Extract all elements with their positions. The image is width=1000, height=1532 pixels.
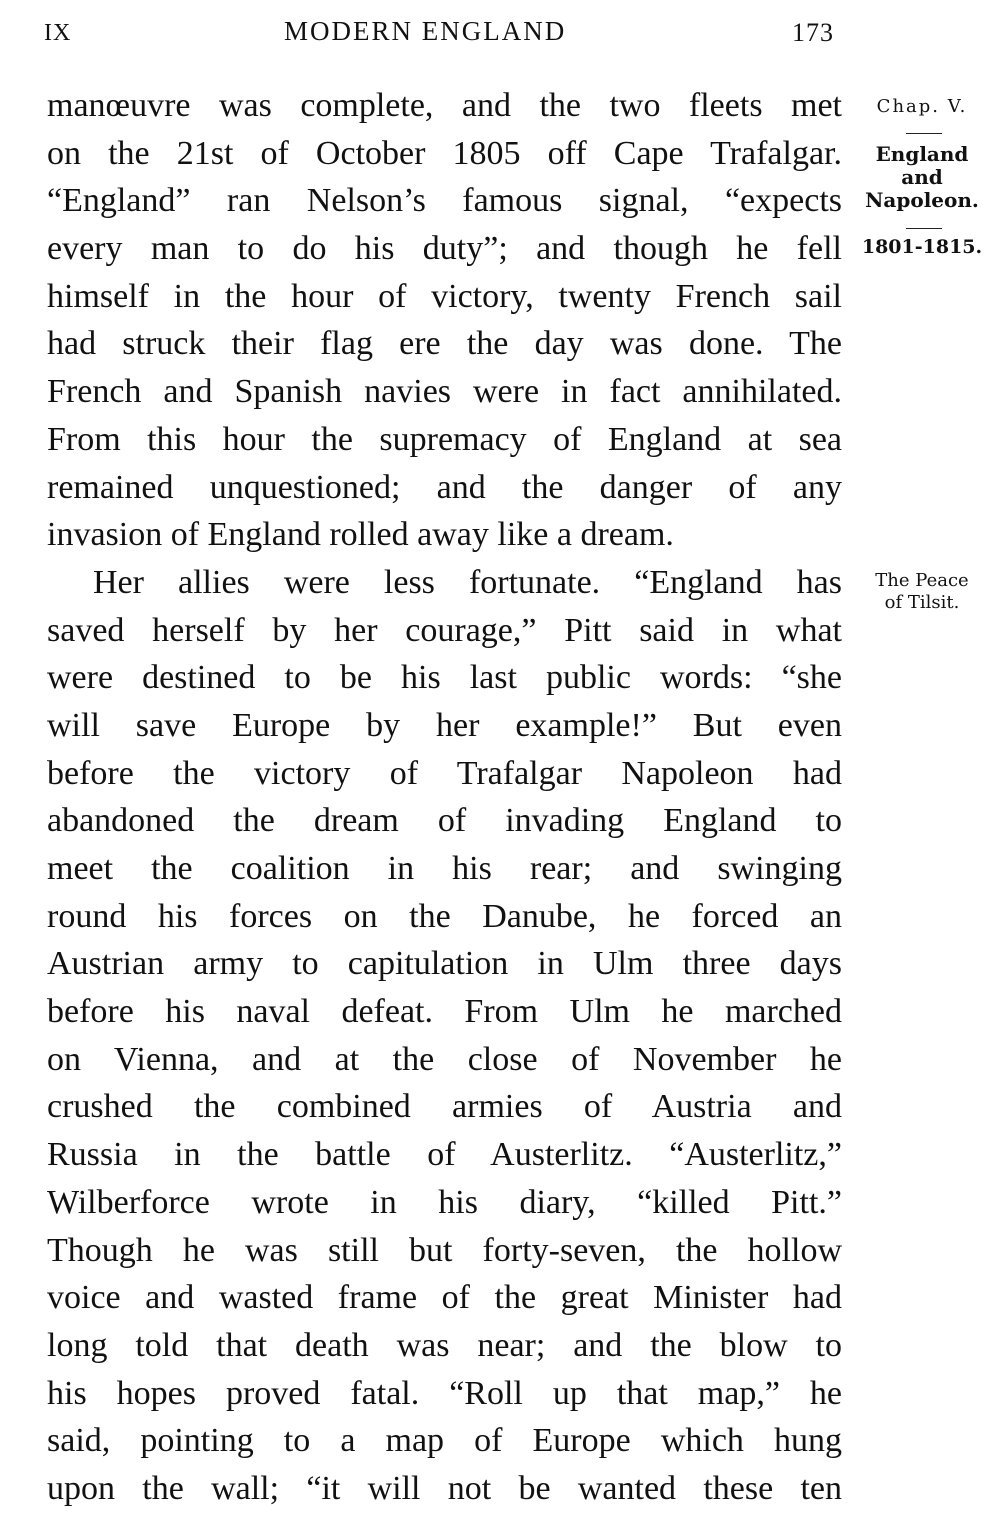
text-line: before the victory of Trafalgar Napoleon had (47, 754, 842, 792)
margin-rule (906, 228, 942, 229)
peace-note-line: of Tilsit. (884, 592, 960, 613)
margin-section-note (852, 143, 992, 212)
chapter-number: IX (44, 20, 72, 46)
text-line: Though he was still but forty-seven, the hollow (47, 1231, 842, 1269)
text-line: French and Spanish navies were in fact annihilated. (47, 373, 842, 411)
peace-note-line: The Peace (875, 570, 969, 591)
text-line: on the 21st of October 1805 off Cape Trafalgar. (47, 134, 842, 172)
text-line: Wilberforce wrote in his diary, “killed Pitt.” (47, 1183, 842, 1221)
text-line: upon the wall; “it will not be wanted these ten (47, 1469, 842, 1507)
text-line: Russia in the battle of Austerlitz. “Austerlitz,” (47, 1136, 842, 1174)
text-line: voice and wasted frame of the great Minister had (47, 1279, 842, 1317)
text-line: Austrian army to capitulation in Ulm three days (47, 945, 842, 983)
text-line: himself in the hour of victory, twenty French sail (47, 277, 842, 315)
text-line: on Vienna, and at the close of November he (47, 1040, 842, 1078)
text-line: had struck their flag ere the day was done. The (47, 325, 842, 363)
text-line: meet the coalition in his rear; and swinging (47, 850, 842, 887)
text-line: invasion of England rolled away like a dream. (47, 516, 674, 554)
text-line: every man to do his duty”; and though he fell (47, 230, 842, 268)
book-title: MODERN ENGLAND (284, 16, 567, 46)
paragraph-start-line: Her allies were less fortunate. “England has (93, 563, 842, 601)
margin-peace-note (852, 570, 992, 614)
body-text (47, 82, 842, 1513)
margin-chapter-note: Chap. V. (876, 96, 968, 117)
text-line: remained unquestioned; and the danger of any (47, 468, 842, 506)
running-head (0, 14, 1000, 54)
text-line: round his forces on the Danube, he forced an (47, 897, 842, 935)
text-line: said, pointing to a map of Europe which hung (47, 1422, 842, 1460)
text-line: will save Europe by her example!” But even (47, 706, 842, 744)
text-line: crushed the combined armies of Austria and (47, 1088, 842, 1126)
margin-dates-note: 1801-1815. (861, 236, 983, 258)
text-line: “England” ran Nelson’s famous signal, “expects (47, 182, 842, 220)
page-number: 173 (792, 18, 834, 47)
text-line: his hopes proved fatal. “Roll up that map,” he (47, 1374, 842, 1412)
text-line: were destined to be his last public words: “she (47, 659, 842, 697)
section-note-line: England (875, 142, 969, 166)
text-line: manœuvre was complete, and the two fleets met (47, 87, 842, 124)
section-note-line: Napoleon. (865, 188, 979, 212)
text-line: before his naval defeat. From Ulm he marched (47, 993, 842, 1031)
text-line: abandoned the dream of invading England to (47, 802, 842, 840)
margin-notes (852, 0, 992, 1532)
text-line: long told that death was near; and the blow to (47, 1326, 842, 1364)
margin-rule (906, 133, 942, 134)
text-line: saved herself by her courage,” Pitt said in what (47, 611, 842, 649)
section-note-line: and (901, 165, 943, 189)
text-line: From this hour the supremacy of England at sea (47, 420, 842, 458)
